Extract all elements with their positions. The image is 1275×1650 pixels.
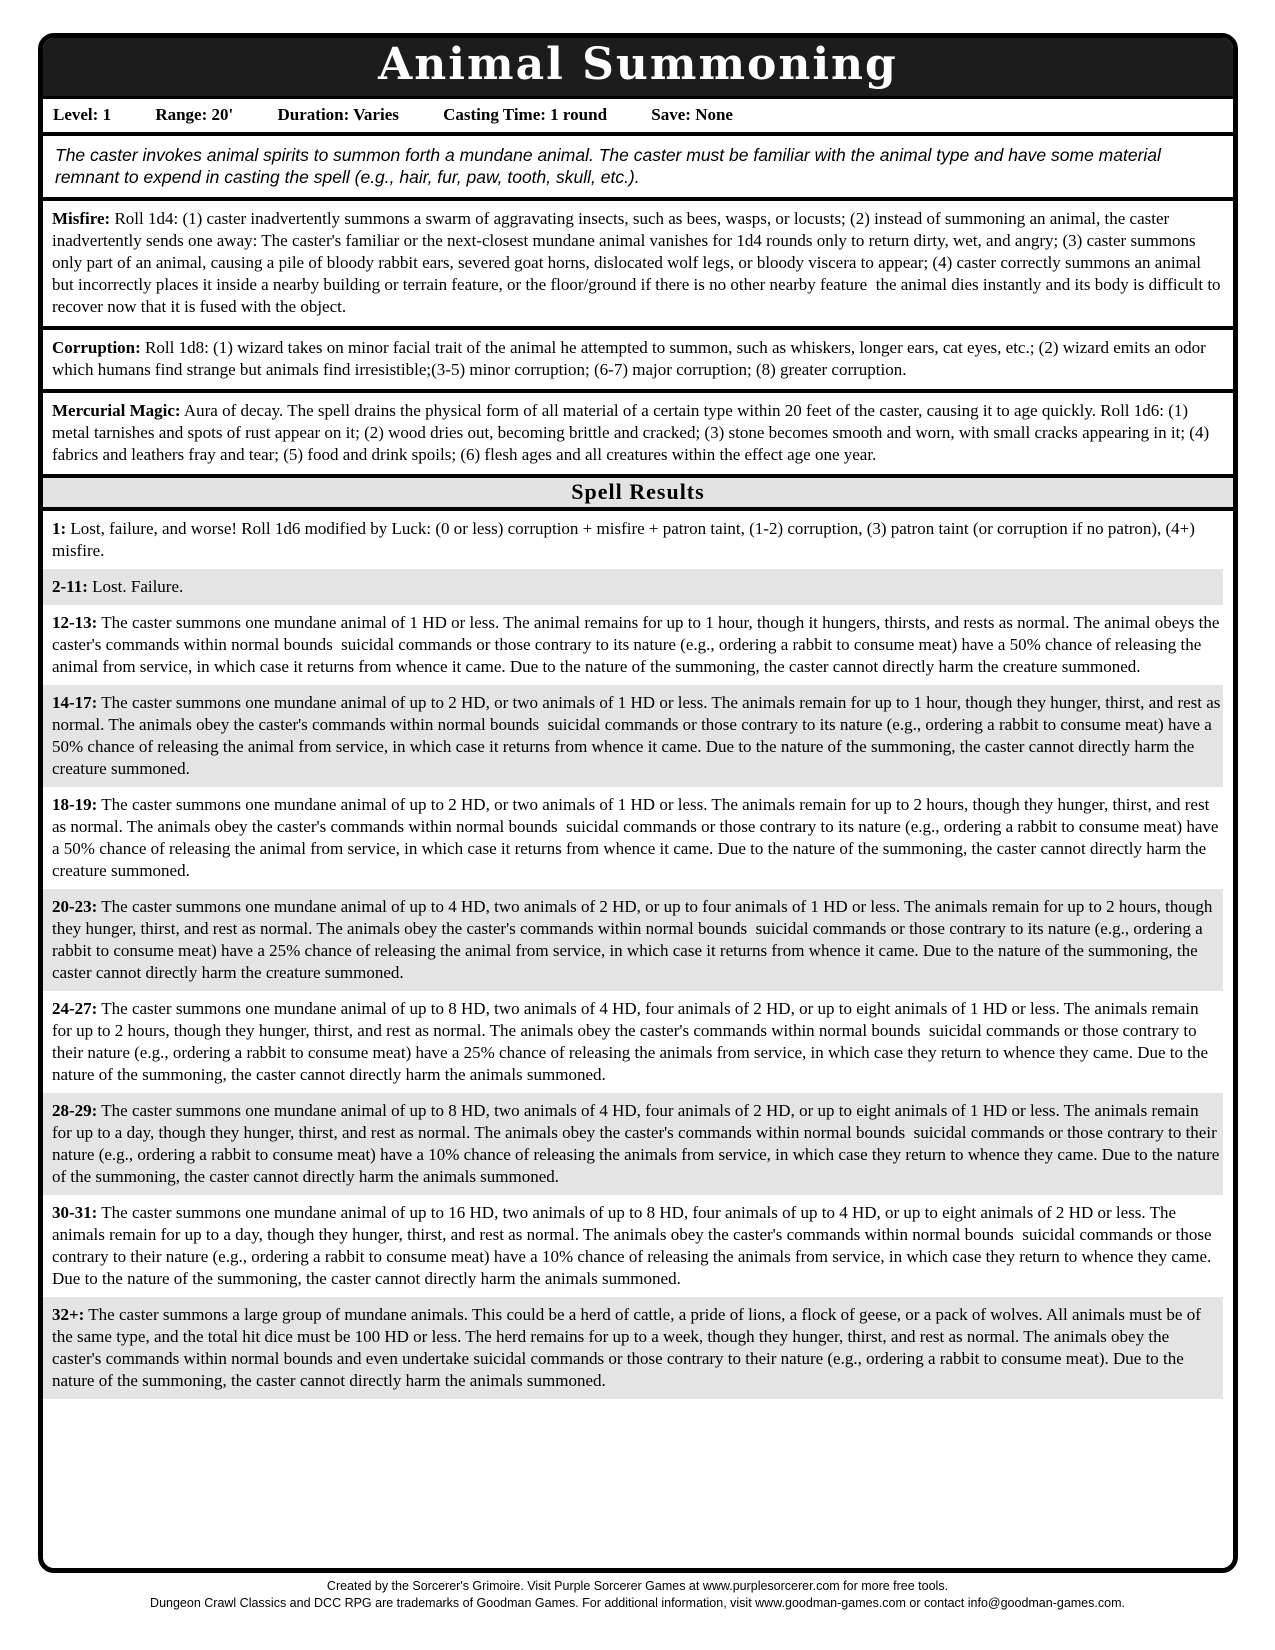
spell-description [43,136,1233,201]
spell-sheet-card [38,33,1238,1573]
result-row-text: Lost. Failure. [87,577,184,596]
mercurial-magic-text: Aura of decay. The spell drains the physical form of all material of a certain type within 20 feet of the caster, causing it to age quickly. Roll 1d6: (1) metal tarnishes and spots of rust appear on it; (2) wood dries out, becoming brittle and cracked; (3) stone becomes smooth and worn, with small cracks appearing in it; (4) fabrics and leathers fray and tear; (5) food and drink spoils; (6) flesh ages and all creatures within the effect age one year. [52,401,1214,464]
result-row-18-19 [43,787,1233,889]
result-row-28-29 [43,1093,1233,1195]
page-footer [0,1578,1275,1612]
result-row-text: The caster summons one mundane animal of up to 8 HD, two animals of 4 HD, four animals of 2 HD, or up to eight animals of 1 HD or less. The animals remain for up to 2 hours, though they hunger, thirst, and rest as normal. The animals obey the caster's commands within normal bounds suicidal commands or those contrary to their nature (e.g., ordering a rabbit to consume meat) have a 25% chance of releasing the animals from service, in which case they return to whence they came. Due to the nature of the summoning, the caster cannot directly harm the animals summoned. [52,999,1213,1084]
result-row-label: 12-13: [52,613,98,632]
result-row-32-plus [43,1297,1233,1399]
result-row-label: 18-19: [52,795,98,814]
spell-results-heading: Spell Results [43,478,1233,511]
result-row-text: Lost, failure, and worse! Roll 1d6 modified by Luck: (0 or less) corruption + misfire + patron taint, (1-2) corruption, (3) patron taint (or corruption if no patron), (4+) misfire. [52,519,1200,560]
footer-credit-line: Created by the Sorcerer's Grimoire. Visit Purple Sorcerer Games at www.purplesorcerer.com for more free tools. [326,1579,949,1593]
corruption-text: Roll 1d8: (1) wizard takes on minor facial trait of the animal he attempted to summon, such as whiskers, longer ears, cat eyes, etc.; (2) wizard emits an odor which humans find strange but animals find irresistible;(3-5) minor corruption; (6-7) major corruption; (8) greater corruption. [52,338,1211,379]
spell-stats-row [43,99,1233,136]
result-row-label: 24-27: [52,999,98,1018]
result-row-label: 28-29: [52,1101,98,1120]
result-row-14-17 [43,685,1233,787]
result-row-label: 14-17: [52,693,98,712]
result-row-1 [43,511,1233,569]
result-row-text: The caster summons one mundane animal of up to 16 HD, two animals of up to 8 HD, four animals of up to 4 HD, or up to eight animals of 2 HD or less. The animals remain for up to a day, though they hunger, thirst, and rest as normal. The animals obey the caster's commands within normal bounds suicidal commands or those contrary to their nature (e.g., ordering a rabbit to consume meat) have a 10% chance of releasing the animals from service, in which case they return to whence they came. Due to the nature of the summoning, the caster cannot directly harm the animals summoned. [52,1203,1216,1288]
misfire-text: Roll 1d4: (1) caster inadvertently summons a swarm of aggravating insects, such as bees, wasps, or locusts; (2) instead of summoning an animal, the caster inadvertently sends one away: The caster's familiar or the next-closest mundane animal vanishes for 1d4 rounds only to return dirty, wet, and angry; (3) caster summons only part of an animal, causing a pile of bloody rabbit ears, severed goat horns, dislocated wolf legs, or bloody viscera to appear; (4) caster correctly summons an animal but incorrectly places it inside a nearby building or terrain feature, or the floor/ground if there is no other nearby feature the animal dies instantly and its body is difficult to recover now that it is fused with the object. [52,209,1225,316]
result-row-text: The caster summons one mundane animal of 1 HD or less. The animal remains for up to 1 hour, though it hungers, thirsts, and rests as normal. The animal obeys the caster's commands within normal bounds suicidal commands or those contrary to its nature (e.g., ordering a rabbit to consume meat) have a 50% chance of releasing the animal from service, in which case it returns from whence it came. Due to the nature of the summoning, the caster cannot directly harm the creature summoned. [52,613,1224,676]
footer-trademark-line: Dungeon Crawl Classics and DCC RPG are trademarks of Goodman Games. For additional information, visit www.goodman-games.com or contact info@goodman-games.com. [150,1596,1125,1610]
result-row-24-27 [43,991,1233,1093]
result-row-2-11 [43,569,1233,605]
result-row-12-13 [43,605,1233,685]
result-row-20-23 [43,889,1233,991]
result-row-label: 32+: [52,1305,85,1324]
result-row-label: 20-23: [52,897,98,916]
misfire-section [43,201,1233,330]
mercurial-magic-label: Mercurial Magic: [52,401,181,420]
title-band [43,38,1233,99]
spell-results-table [43,511,1233,1568]
result-row-text: The caster summons one mundane animal of up to 4 HD, two animals of 2 HD, or up to four animals of 1 HD or less. The animals remain for up to 2 hours, though they hunger, thirst, and rest as normal. The animals obey the caster's commands within normal bounds suicidal commands or those contrary to its nature (e.g., ordering a rabbit to consume meat) have a 25% chance of releasing the animal from service, in which case it returns from whence it came. Due to the nature of the summoning, the caster cannot directly harm the creature summoned. [52,897,1217,982]
result-row-text: The caster summons one mundane animal of up to 2 HD, or two animals of 1 HD or less. The animals remain for up to 1 hour, though they hunger, thirst, and rest as normal. The animals obey the caster's commands within normal bounds suicidal commands or those contrary to its nature (e.g., ordering a rabbit to consume meat) have a 50% chance of releasing the animal from service, in which case it returns from whence it came. Due to the nature of the summoning, the caster cannot directly harm the creature summoned. [52,693,1225,778]
page-title: Animal Summoning [378,39,898,90]
stat-range: Range: 20' [155,105,234,124]
result-row-text: The caster summons one mundane animal of up to 8 HD, two animals of 4 HD, four animals of 2 HD, or up to eight animals of 1 HD or less. The animals remain for up to a day, though they hunger, thirst, and rest as normal. The animals obey the caster's commands within normal bounds suicidal commands or those contrary to their nature (e.g., ordering a rabbit to consume meat) have a 10% chance of releasing the animals from service, in which case they return to whence they came. Due to the nature of the summoning, the caster cannot directly harm the animals summoned. [52,1101,1224,1186]
misfire-label: Misfire: [52,209,111,228]
result-row-30-31 [43,1195,1233,1297]
result-row-label: 1: [52,519,67,538]
corruption-section [43,330,1233,393]
stat-casting-time: Casting Time: 1 round [443,105,608,124]
mercurial-magic-section [43,393,1233,478]
stat-duration: Duration: Varies [277,105,399,124]
result-row-label: 2-11: [52,577,88,596]
result-row-text: The caster summons a large group of mundane animals. This could be a herd of cattle, a pride of lions, a flock of geese, or a pack of wolves. All animals must be of the same type, and the total hit dice must be 100 HD or less. The herd remains for up to a week, though they hunger, thirst, and rest as normal. The animals obey the caster's commands within normal bounds and even undertake suicidal commands or those contrary to their nature (e.g., ordering a rabbit to consume meat). Due to the nature of the summoning, the caster cannot directly harm the animals summoned. [52,1305,1206,1390]
corruption-label: Corruption: [52,338,141,357]
result-row-label: 30-31: [52,1203,98,1222]
stat-save: Save: None [651,105,733,124]
stat-level: Level: 1 [53,105,112,124]
spell-description-text: The caster invokes animal spirits to summon forth a mundane animal. The caster must be familiar with the animal type and have some material remnant to expend in casting the spell (e.g., hair, fur, paw, tooth, skull, etc.). [55,145,1166,187]
result-row-text: The caster summons one mundane animal of up to 2 HD, or two animals of 1 HD or less. The animals remain for up to 2 hours, though they hunger, thirst, and rest as normal. The animals obey the caster's commands within normal bounds suicidal commands or those contrary to its nature (e.g., ordering a rabbit to consume meat) have a 50% chance of releasing the animal from service, in which case it returns from whence it came. Due to the nature of the summoning, the caster cannot directly harm the creature summoned. [52,795,1223,880]
